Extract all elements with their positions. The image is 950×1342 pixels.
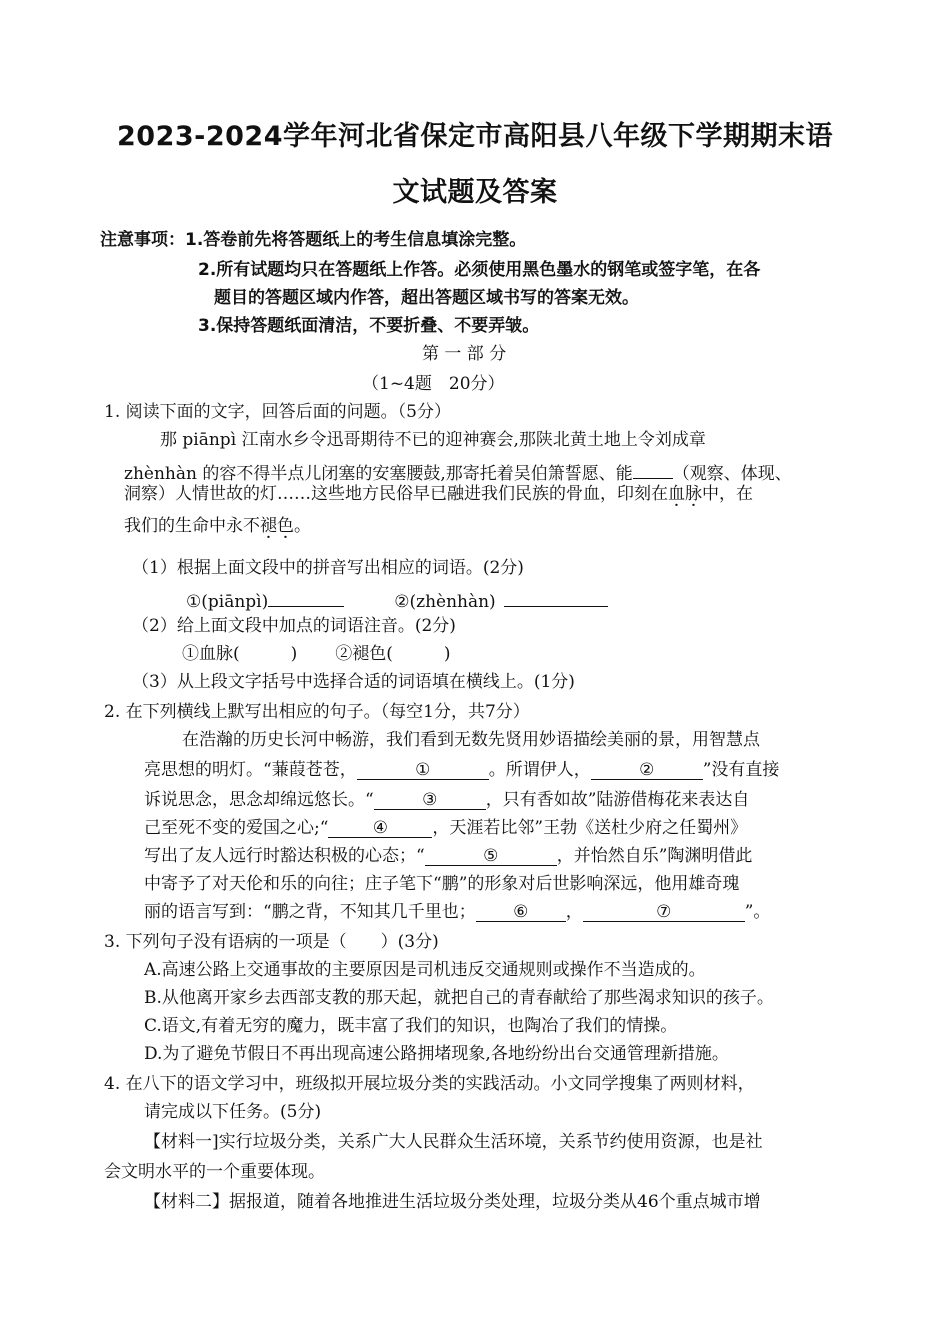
material-2: 【材料二】据报道，随着各地推进生活垃圾分类处理，垃圾分类从46个重点城市增 [144,1192,761,1212]
passage-text: ，并怡然自乐”陶渊明借此 [556,846,753,866]
question-2-passage-line [144,758,779,782]
passage-text: ， [565,902,583,922]
dotted-char: 血 [668,484,685,504]
material-1: 【材料一]实行垃圾分类，关系广大人民群众生活环境，关系节约使用资源，也是社 [144,1132,763,1152]
question-1-stem: 1. 阅读下面的文字，回答后面的问题。（5分） [104,402,451,422]
passage-text: 丽的语言写到：“鹏之背，不知其几千里也； [144,902,476,922]
passage-text: 洞察）人情世故的灯……这些地方民俗早已融进我们民族的骨血，印刻在 [124,484,668,504]
question-4-stem: 4. 在八下的语文学习中，班级拟开展垃圾分类的实践活动。小文同学搜集了两则材料， [104,1074,755,1094]
sub-2-item-a: ①血脉( ) [182,644,298,664]
passage-text: zhènhàn 的容不得半点儿闭塞的安塞腰鼓,那寄托着吴伯箫誓愿、能 [124,464,633,484]
question-2-passage-line: 中寄予了对天伦和乐的向往；庄子笔下“鹏”的形象对后世影响深远，他用雄奇瑰 [144,874,740,894]
answer-blank-6[interactable]: ⑥ [476,901,566,922]
question-1-passage-line: 那 piānpì 江南水乡令迅哥期待不已的迎神赛会,那陕北黄土地上令刘成章 [160,430,706,450]
question-2-passage-line: 在浩瀚的历史长河中畅游，我们看到无数先贤用妙语描绘美丽的景，用智慧点 [182,730,760,750]
question-1-passage-line [124,514,311,538]
answer-blank-7[interactable]: ⑦ [583,901,745,922]
passage-text: 。所谓伊人， [488,760,591,780]
option-d: D.为了避免节假日不再出现高速公路拥堵现象,各地纷纷出台交通管理新措施。 [144,1044,729,1064]
answer-blank-3[interactable]: ③ [374,789,486,810]
option-a: A.高速公路上交通事故的主要原因是司机违反交通规则或操作不当造成的。 [144,960,706,980]
passage-text: 己至死不变的爱国之心;“ [144,818,329,838]
question-1-sub-3: （3）从上段文字括号中选择合适的词语填在横线上。(1分) [132,672,575,692]
answer-blank-1[interactable]: ① [357,759,489,780]
dotted-char: 色 [277,516,294,536]
question-2-passage-line [144,844,752,868]
note-item-2-continued: 题目的答题区域内作答，超出答题区域书写的答案无效。 [214,288,639,308]
question-2-stem: 2. 在下列横线上默写出相应的句子。（每空1分，共7分） [104,702,530,722]
passage-text: ，只有香如故”陆游借梅花来表达自 [485,790,750,810]
question-2-passage-line [144,788,749,812]
notes-label: 注意事项： [100,230,185,250]
answer-blank-4[interactable]: ④ [328,817,432,838]
sub-1-answers [186,586,608,614]
answer-blank[interactable] [504,586,608,607]
question-2-passage-line [144,900,770,924]
passage-text: ”。 [744,902,771,922]
material-1-continued: 会文明水平的一个重要体现。 [104,1162,325,1182]
passage-text: 亮思想的明灯。“蒹葭苍苍， [144,760,357,780]
passage-text: ，天涯若比邻”王勃《送杜少府之任蜀州》 [432,818,748,838]
sub-2-item-b: ②褪色( ) [335,644,451,664]
passage-text: 诉说思念，思念却绵远悠长。“ [144,790,374,810]
dotted-char: 褪 [260,516,277,536]
question-4-stem-continued: 请完成以下任务。(5分) [144,1102,322,1122]
sub-2-answers [182,642,451,666]
note-item-1: 1.答卷前先将答题纸上的考生信息填涂完整。 [185,230,527,250]
answer-blank[interactable] [268,586,344,607]
passage-text: ”没有直接 [702,760,780,780]
answer-blank-2[interactable]: ② [591,759,703,780]
question-2-passage-line [144,816,747,840]
question-1-sub-2: （2）给上面文段中加点的词语注音。(2分) [132,616,456,636]
passage-text: （观察、体现、 [672,464,792,484]
passage-text: 中，在 [702,484,753,504]
note-item-3: 3.保持答题纸面清洁，不要折叠、不要弄皱。 [198,316,540,336]
passage-text: 写出了友人远行时豁达积极的心态；“ [144,846,425,866]
question-3-stem: 3. 下列句子没有语病的一项是（ ）(3分) [104,932,439,952]
sub-1-item-a: ①(piānpì) [186,592,269,612]
passage-text: 我们的生命中永不 [124,516,260,536]
answer-blank[interactable] [633,458,673,479]
notes-line-1 [100,228,526,252]
note-item-2: 2.所有试题均只在答题纸上作答。必须使用黑色墨水的钢笔或签字笔，在各 [198,260,761,280]
question-1-passage-line [124,482,753,506]
question-1-sub-1: （1）根据上面文段中的拼音写出相应的词语。(2分) [132,558,524,578]
dotted-char: 脉 [685,484,702,504]
option-b: B.从他离开家乡去西部支教的那天起，就把自己的青春献给了那些渴求知识的孩子。 [144,988,774,1008]
part-heading: 第 一 部 分 [422,344,507,364]
option-c: C.语文,有着无穷的魔力，既丰富了我们的知识，也陶冶了我们的情操。 [144,1016,678,1036]
page-title: 2023-2024学年河北省保定市高阳县八年级下学期期末语 [117,121,833,152]
passage-text: 。 [294,516,311,536]
page-title-continued: 文试题及答案 [392,177,558,208]
part-range: （1~4题 20分） [362,374,505,394]
sub-1-item-b: ②(zhènhàn) [394,592,496,612]
answer-blank-5[interactable]: ⑤ [425,845,557,866]
